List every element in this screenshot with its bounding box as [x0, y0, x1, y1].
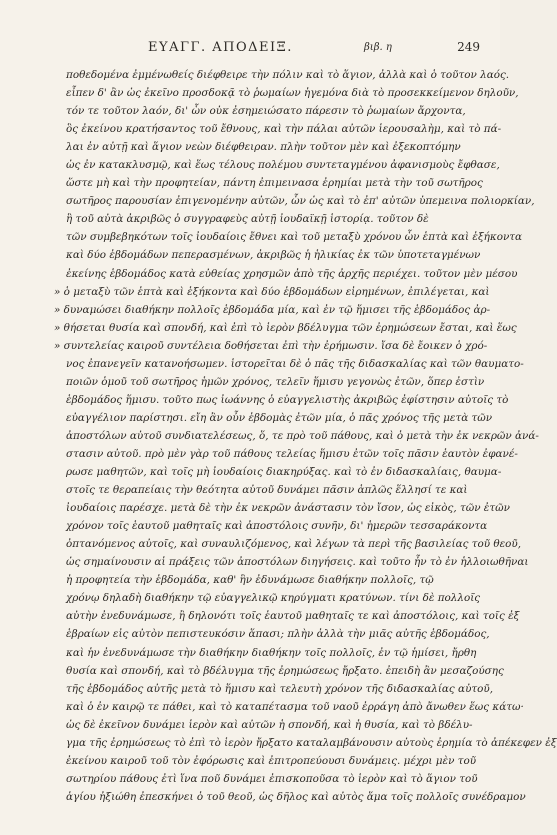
text-line: ρωσε μαθητῶν, καὶ τοῖς μὴ ἰουδαίοις διακηρύξας. καὶ τὸ ἐν διδασκαλίαις, θαυμα- [66, 466, 502, 479]
text-line: καὶ δύο ἑβδομάδων πεπερασμένων, ἀκριβῶς ἡ ἡλικίας ἐκ τῶν ὑποτεταγμένων [66, 249, 481, 262]
text-line: καὶ ὁ ἐν καιρῷ τε πάθει, καὶ τὸ καταπέτασμα τοῦ ναοῦ ἐρράγη ἀπὸ ἄνωθεν ἕως κάτω· [66, 700, 524, 713]
text-line: ἀποστόλων αὐτοῦ συνδιατελέσεως, ὅ, τε πρὸ τοῦ πάθους, καὶ ὁ μετὰ τὴν ἐκ νεκρῶν ἀνά- [66, 429, 539, 442]
text-line: στοῖς τε θεραπείαις τὴν θεότητα αὐτοῦ δυνάμει πᾶσιν ἁπλῶς ἕλλησί τε καὶ [66, 484, 468, 497]
text-line: ὡς ἐν κατακλυσμῷ, καὶ ἕως τέλους πολέμου συντεταγμένου ἀφανισμοὺς ἔφθασε, [66, 159, 500, 172]
text-line: ὃς ἐκείνου κρατήσαντος τοῦ ἔθνους, καὶ τὴν πάλαι αὐτῶν ἱερουσαλὴμ, καὶ τὸ πά- [66, 123, 502, 136]
text-line: ἐκείνου καιροῦ τοῦ τὸν ἐφόρωσις καὶ ἐπιτροπεύουσι δυνάμεις. μέχρι μὲν τοῦ [66, 754, 477, 767]
book-reference: βιβ. η [364, 42, 392, 53]
text-line: τῶν συμβεβηκότων τοῖς ἰουδαίοις ἔθνει καὶ τοῦ μεταξὺ χρόνου ὧν ἑπτὰ καὶ ἑξήκοντα [66, 231, 523, 244]
text-line: ἐκείνης ἑβδομάδος κατὰ εὐθείας χρησμῶν ἀπὸ τῆς ἀρχῆς περιέχει. τοῦτον μὲν μέσου [66, 267, 518, 280]
text-line: εὐαγγέλιον παρίστησι. εἴη ἂν οὖν ἑβδομὰς ἐτῶν μία, ὁ πᾶς χρόνος τῆς μετὰ τῶν [66, 411, 493, 424]
text-line: ἑβραίων εἰς αὐτὸν πεπιστευκόσιν ἅπασι; πλὴν ἀλλὰ τὴν μιᾶς αὐτῆς ἑβδομάδος, [66, 628, 490, 641]
text-line: ἣ τοῦ αὐτὰ ἀκριβῶς ὁ συγγραφεὺς αὐτῇ ἰουδαϊκῇ ἱστορίᾳ. τοῦτον δὲ [66, 213, 429, 226]
text-line: » δυναμώσει διαθήκην πολλοῖς ἑβδομάδα μία, καὶ ἐν τῷ ἥμισει τῆς ἑβδομάδος ἀρ- [54, 303, 491, 316]
text-line: εἶπεν δ' ἂν ὡς ἐκεῖνο προσδοκᾷ τὸ ῥωμαίων ἡγεμόνα διὰ τὸ προσεκκείμενον δηλοῦν, [66, 87, 519, 100]
page-header [148, 40, 480, 60]
text-line: ποιῶν ὁμοῦ τοῦ σωτῆρος ἡμῶν χρόνος, τελεῖν ἥμισυ γεγονὼς ἐτῶν, ὅπερ ἐστὶν [66, 375, 485, 388]
text-line: ἰουδαίοις παρέσχε. μετὰ δὲ τὴν ἐκ νεκρῶν ἀνάστασιν τὸν ἴσον, ὡς εἰκὸς, τῶν ἐτῶν [66, 502, 510, 515]
text-line: ὡς δὲ ἐκεῖνον δυνάμει ἱερὸν καὶ αὐτῶν ἡ σπονδή, καὶ ἡ θυσία, καὶ τὸ βδέλυ- [66, 718, 473, 731]
text-line: ὀπτανόμενος αὐτοῖς, καὶ συναυλιζόμενος, καὶ λέγων τὰ περὶ τῆς βασιλείας τοῦ θεοῦ, [66, 538, 522, 551]
text-line: σωτηρίου πάθους ἐτὶ ἵνα ποῦ δυνάμει ἐπισκοποῦσα τὸ ἱερὸν καὶ τὸ ἅγιον τοῦ [66, 772, 478, 785]
text-line: λαι ἐν αὐτῇ καὶ ἅγιον νεὼν διέφθειραν. πλὴν τοῦτον μὲν καὶ ἐξεκοπτόμην [66, 141, 461, 154]
text-line: ἑβδομάδος ἥμισυ. τοῦτο πως ἰωάννης ὁ εὐαγγελιστὴς ἀκριβῶς ἐφίστησιν αὐτοῖς τὸ [66, 393, 509, 406]
text-line: » ὁ μεταξὺ τῶν ἑπτὰ καὶ ἑξήκοντα καὶ δύο ἑβδομάδων εἰρημένων, ἐπιλέγεται, καὶ [54, 285, 490, 298]
page-number: 249 [457, 40, 480, 54]
text-line: τόν τε τοῦτον λαόν, δι' ὧν οὐκ ἐσημειώσατο πάρεσιν τὸ ῥωμαίων ἄρχοντα, [66, 105, 466, 118]
text-line: αὐτὴν ἐνεδυνάμωσε, ἢ δηλονότι τοῖς ἑαυτοῦ μαθηταῖς τε καὶ ἀποστόλοις, καὶ τοῖς ἐξ [66, 610, 520, 623]
text-line: καὶ ἡν ἐνεδυνάμωσε τὴν διαθήκην διαθήκην τοῖς πολλοῖς, ἐν τῷ ἡμίσει, ἤρθη [66, 646, 477, 659]
running-title: ΕΥΑΓΓ. ΑΠΟΔΕΙΞ. [148, 40, 293, 55]
text-line: ὡς σημαίνουσιν αἱ πράξεις τῶν ἀποστόλων διηγήσεις. καὶ τοῦτο ἦν τὸ ἐν ἡλλοιωθῆναι [66, 556, 529, 569]
text-line: τῆς ἑβδομάδος αὐτῆς μετὰ τὸ ἥμισυ καὶ τελευτὴ χρόνον τῆς διδασκαλίας αὐτοῦ, [66, 682, 494, 695]
text-line: στασιν αὐτοῦ. πρὸ μὲν γὰρ τοῦ πάθους τελείας ἥμισυ ἐτῶν τοῖς πᾶσιν ἑαυτὸν ἐφανέ- [66, 447, 518, 460]
text-line: θυσία καὶ σπονδή, καὶ τὸ βδέλυγμα τῆς ἐρημώσεως ἤρξατο. ἐπειδὴ ἂν μεσαζούσης [66, 664, 504, 677]
text-line: χρόνῳ δηλαδὴ διαθήκην τῷ εὐαγγελικῷ κηρύγματι κρατύνων. τίνι δὲ πολλοῖς [66, 592, 481, 605]
text-line: γμα τῆς ἐρημώσεως τὸ ἐπὶ τὸ ἱερὸν ἤρξατο καταλαμβάνουσιν αὐτοὺς ἐρημία τὸ ἀπέκεφεν ἐξ [66, 736, 557, 749]
text-line: ἁγίου ἠξιώθη ἐπεσκήνει ὁ τοῦ θεοῦ, ὡς δῆλος καὶ αὐτὸς ἅμα τοῖς πολλοῖς συνέδραμον [66, 790, 526, 803]
text-line: σωτῆρος παρουσίαν ἐπιγενομένην αὐτῶν, ὧν ὡς καὶ τὸ ἐπ' αὐτῶν ὑπεμεινα πολιορκίαν, [66, 195, 535, 208]
text-line: ὥστε μὴ καὶ τὴν προφητείαν, πάντη ἐπιμεινασα ἐρημίαι μετὰ τὴν τοῦ σωτῆρος [66, 177, 483, 190]
text-line: » συντελείας καιροῦ συντέλεια δοθήσεται ἐπὶ τὴν ἐρήμωσιν. ἴσα δὲ ἔοικεν ὁ χρό- [54, 339, 488, 352]
text-line: ἡ προφητεία τὴν ἑβδομάδα, καθ' ἣν ἐδυνάμωσε διαθήκην πολλοῖς, τῷ [66, 574, 434, 587]
text-line: » θήσεται θυσία καὶ σπονδή, καὶ ἐπὶ τὸ ἱερὸν βδέλυγμα τῶν ἐρημώσεων ἔσται, καὶ ἕως [54, 321, 517, 334]
text-line: ποθεδομένα ἐμμένωθείς διέφθειρε τὴν πόλιν καὶ τὸ ἅγιον, ἀλλὰ καὶ ὁ τοῦτον λαός. [66, 69, 510, 81]
body-text [54, 66, 557, 806]
text-line: νος ἐπανεγεῖν κατανοήσωμεν. ἱστορεῖται δὲ ὁ πᾶς τῆς διδασκαλίας καὶ τῶν θαυματο- [66, 357, 524, 370]
text-line: χρόνον τοῖς ἑαυτοῦ μαθηταῖς καὶ ἀποστόλοις συνῆν, δι' ἡμερῶν τεσσαράκοντα [66, 520, 488, 533]
